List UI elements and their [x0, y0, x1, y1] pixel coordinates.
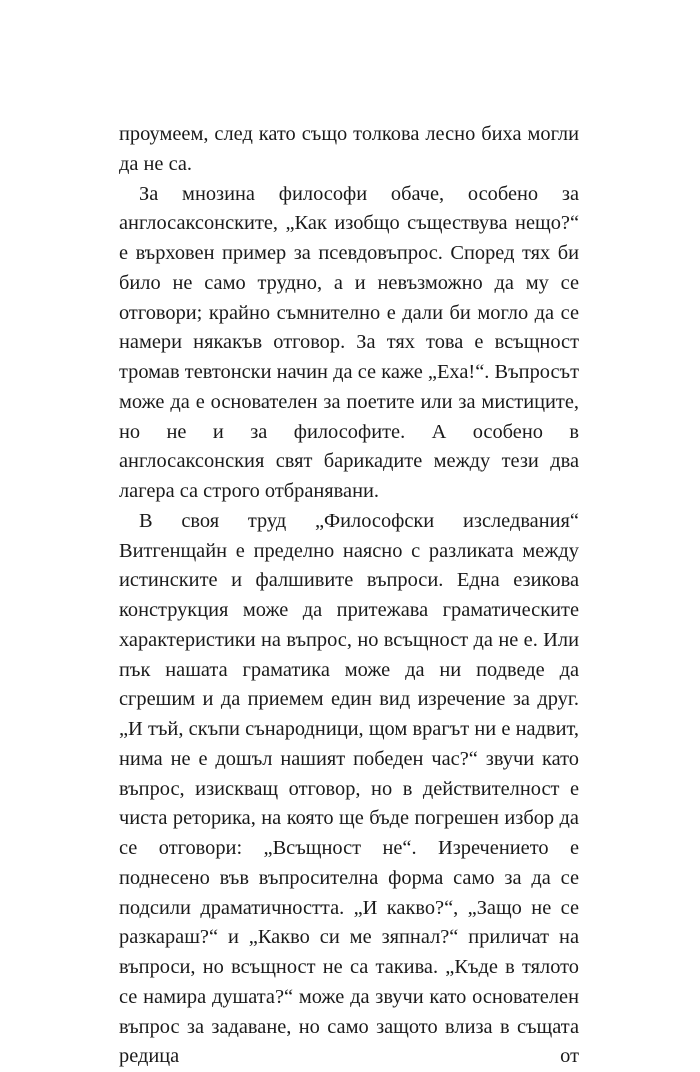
paragraph-1: проумеем, след като също толкова лесно биха могли да не са.: [119, 123, 579, 175]
paragraph-3: В своя труд „Философски изследвания“ Витгенщайн е пределно наясно с разликата между истинските и фалшивите въпроси. Една езикова конструкция може да притежава граматическите характеристики на въпрос, но всъщност да не е. Или пък нашата граматика може да ни подведе да сгрешим и да приемем един вид изречение за друг. „И тъй, скъпи сънародници, щом врагът ни е надвит, нима не е дошъл нашият победен час?“ звучи като въпрос, изискващ отговор, но в действителност е чиста реторика, на която ще бъде погрешен избор да се отговори: „Всъщност не“. Изречението е поднесено във въпросителна форма само за да се подсили драматичността. „И какво?“, „Защо не се разкараш?“ и „Какво си ме зяпнал?“ приличат на въпроси, но всъщност не са такива. „Къде в тялото се намира душата?“ може да звучи като основателен въпрос за задаване, но само защото влиза в същата редица от: [119, 509, 579, 1068]
paragraph-2: За мнозина философи обаче, особено за англосаксонските, „Как изобщо съществува нещо?“ е върховен пример за псевдовъпрос. Според тях би било не само трудно, а и невъзможно да му се отговори; крайно съмнително е дали би могло да се намери някакъв отговор. За тях това е всъщност тромав тевтонски начин да се каже „Еха!“. Въпросът може да е основателен за поетите или за мистиците, но не и за философите. А особено в англосаксонския свят барикадите между тези два лагера са строго отбранявани.: [119, 182, 579, 502]
page-text: [119, 120, 579, 1072]
